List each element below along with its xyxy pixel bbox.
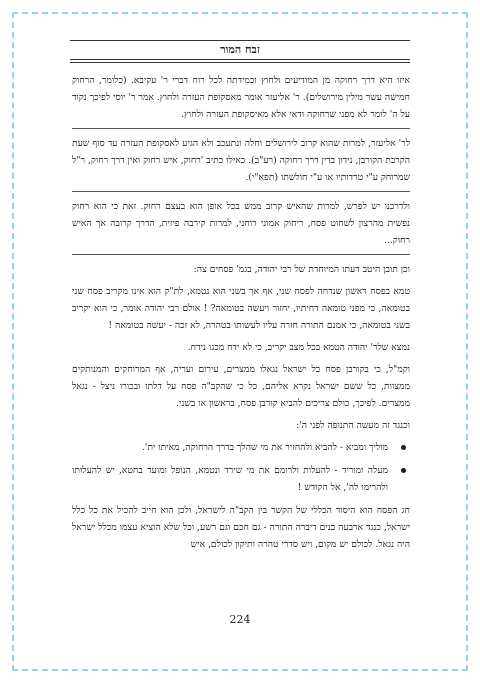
bullet-list [72,439,410,496]
paragraph: ולדרכנו יש לפרש, למרות שהאיש קרוב ממש בכל אופן הוא בעצם רחוק. זאת כי הוא רחוק נפשית מהרצון לשחוט פסח, ריחוק אמוני רוחני, למרות קירבה פיזית, הדרך קרובה אך האיש רחוק... [72,201,410,246]
section-divider [72,191,410,192]
paragraph: טמא בפסח ראשון שנדחה לפסח שני, אף אך בשני הוא נטמא, לת"ק הוא אינו מקריב פסח שני בטומאה, כי מפני טומאה דחיתיו, יחזור ויעשה בטומאה? ! אולם רבי יהודה אומר, כי הוא יקריב בשני בטומאה, כי אמנם התורה חזרה עליו לעשותו בטהרה, לא זכה - יעשה בטומאה ! [72,286,410,331]
bullet-icon [401,445,406,450]
section-divider [72,254,410,255]
section-divider [72,128,410,129]
paragraph: חג הפסח הוא היסוד הכללי של הקשר בין הקב"ה לישראל, ולכן הוא חייב להכיל את כל כלל ישראל, כנגד ארבעה בנים דיברה התורה - גם חכם וגם רשע, וכל שלא הוציא עצמו מכלל ישראל היה נגאל. לכולם יש מקום, ויש סדרי טהרה ותיקון לכולם, איש [72,505,410,550]
paragraph: וקמ"ל, כי בקורבן פסח כל ישראל נגאלו ממצרים, עירום ועריה, אף המרוחקים והמנותקים ממצוות, כל ששם ישראל נקרא אליהם, כל כי שהקב"ה פסח על דלתו ובכורו ניצל - נגאל ממצרים. לפיכך, כולם צריכים להביא קורבן פסח, בראשון או בשני. [72,364,410,409]
paragraph: נמצא שלר' יהודה הטמא בכל מצב יקריב, כי לא ידח מכגו נידח. [187,342,410,353]
header-rule-bottom [70,59,410,60]
bullet-item [72,462,410,496]
bullet-text: מוליך ומביא - להביא ולהחזיר את מי שהלך בדרך הרחוקה, מאיתו ית'. [141,442,388,453]
bullet-item [72,439,410,456]
header-rule-top [70,40,410,41]
running-header [70,36,410,62]
bullet-icon [401,468,406,473]
header-title: זבח המור [220,42,260,56]
paragraph: איזו היא דרך רחוקה מן המודיעים ולחוץ וכמידתה לכל רוח דברי ר' עקיבא. (כלומר, הרחוק חמישה עשר מילין מירושלים). ר' אליעזר אומר מאסקופת העזרה ולחוץ. אמר ר' יוסי לפיכך נקוד על ה' לומר לא מפני שרחוקה ודאי אלא מאיסקופת העזרה ולחוץ. [72,75,410,120]
header-rule-bottom-double [70,62,410,63]
page-number: 224 [229,613,251,626]
paragraph: וכנגד זה מעשה התנופה לפני ה': [296,420,410,431]
paragraph: וכן תובן היטב דעתו המיוחדת של רבי יהודה, בגמ' פסחים צה: [193,264,410,275]
paragraph: לר' אליעזר, למרות שהוא קרוב לירושלים וחלה ונתעכב ולא הגיע לאסקופת העזרה עד סוף שעת הקרבת הקורבן, נידון בדין דרך רחוקה (רע"ב). כאילו כתיב 'רחוק, איש רחוק ואין דרך רחוק, ר"ל שמרוחק ע"י טרדותיו או ע"י חולשתו (תפא"י). [72,138,410,183]
page-body [72,72,410,558]
bullet-text: מעלה ומוריד - להעלות ולרומם את מי שירד ונטמא, הנופל ומועד בחטא, יש להעלותו ולהרימו לה', אל הקודש ! [72,465,388,493]
